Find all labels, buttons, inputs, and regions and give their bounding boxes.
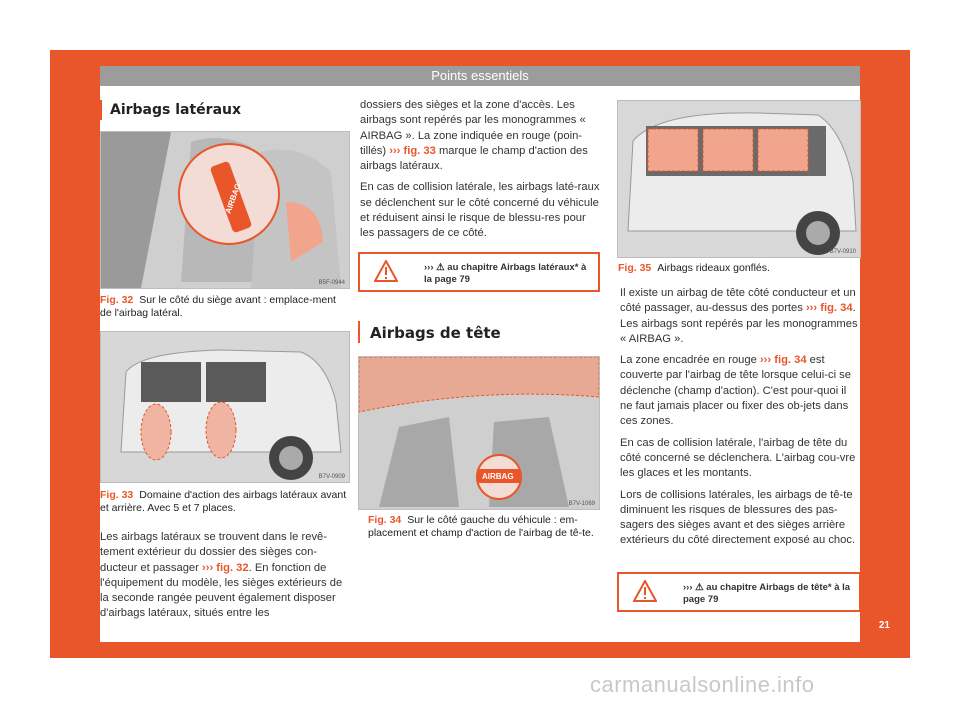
section-marker <box>358 321 360 343</box>
figure-35-caption <box>618 262 858 275</box>
figure-34-image <box>358 356 600 510</box>
caption-text: Sur le côté du siège avant : emplace-ment de l'airbag latéral. <box>100 294 336 319</box>
warning-icon <box>374 260 398 282</box>
warning-icon <box>633 580 657 602</box>
figure-33-caption <box>100 489 348 515</box>
section-title-lateral: Airbags latéraux <box>110 102 242 118</box>
figure-code: B5F-0944 <box>318 280 345 286</box>
caption-text: Domaine d'action des airbags latéraux avant et arrière. Avec 5 et 7 places. <box>100 489 347 514</box>
caption-text: Airbags rideaux gonflés. <box>657 262 770 274</box>
fig-34-link[interactable]: ››› fig. 34 <box>805 302 853 315</box>
figure-32-caption <box>100 294 348 320</box>
body-text-col1: Les airbags latéraux se trouvent dans le revê-tement extérieur du dossier des sièges con-ducteur et passager ››› fig. 32. En fonction de l'équipement du modèle, les sièges extérieurs de la seconde rangée peuvent également disposer d'airbags latéraux, situés entre les <box>100 531 343 620</box>
figure-32-image <box>100 131 350 289</box>
page-header: Points essentiels <box>100 66 860 86</box>
section-marker <box>100 100 102 120</box>
body-text-col2: dossiers des sièges et la zone d'accès. Les airbags sont repérés par les monogrammes « AIRBAG ». La zone indiquée en rouge (poin-tillés) ››› fig. 33 marque le champ d'action des airbags latéraux. En cas de collision latérale, les airbags laté-raux se déclenchent sur le côté concerné du véhicule et réduisent ainsi le risque de blessu-res pour les passagers de ce côté. <box>360 99 600 240</box>
fig-33-link[interactable]: ››› fig. 33 <box>389 144 436 157</box>
watermark: carmanualsonline.info <box>590 672 815 697</box>
warning-box-lateral <box>358 252 600 292</box>
figure-number: Fig. 33 <box>100 489 134 501</box>
fig-34-link-2[interactable]: ››› fig. 34 <box>759 354 807 367</box>
figure-34-caption <box>368 514 596 540</box>
warning-link-head[interactable]: ››› ⚠ au chapitre Airbags de tête* à la page 79 <box>683 582 851 605</box>
warning-link-lateral[interactable]: ››› ⚠ au chapitre Airbags latéraux* à la page 79 <box>424 262 587 285</box>
fig-32-link[interactable]: ››› fig. 32 <box>202 561 249 574</box>
warning-box-head <box>617 572 861 612</box>
figure-35-image <box>617 100 861 258</box>
airbag-label-32: AIRBAG <box>223 182 243 215</box>
airbag-label-34: AIRBAG <box>482 472 514 481</box>
caption-text: Sur le côté gauche du véhicule : em-placement et champ d'action de l'airbag de tê-te. <box>368 514 594 539</box>
figure-number: Fig. 34 <box>368 514 402 526</box>
figure-33-image <box>100 331 350 483</box>
figure-number: Fig. 32 <box>100 294 134 306</box>
figure-number: Fig. 35 <box>618 262 652 274</box>
section-title-head: Airbags de tête <box>370 324 501 342</box>
page-number: 21 <box>878 620 890 631</box>
figure-code: B7V-1069 <box>568 501 595 507</box>
figure-code: B7V-0909 <box>318 474 345 480</box>
figure-code: B7V-0910 <box>829 249 856 255</box>
body-text-col3: Il existe un airbag de tête côté conducteur et un côté passager, au-dessus des portes ››› fig. 34. Les airbags sont repérés par les monogrammes « AIRBAG ». La zone encadrée en rouge ››› fig. 34 est couverte par l'airbag de tête lorsque celui-ci se déclenche (champ d'action). C'est pour-quoi il ne faut jamais placer ou fixer des ob-jets dans ces zones. En cas de collision latérale, l'airbag de tête du côté concerné se déclenchera. L'airbag cou-vre les glaces et les montants. Lors de collisions latérales, les airbags de tê-te diminuent les risques de blessures des pas-sagers des sièges avant et des sièges arrière extérieurs du côté directement exposé au choc. <box>620 287 858 547</box>
